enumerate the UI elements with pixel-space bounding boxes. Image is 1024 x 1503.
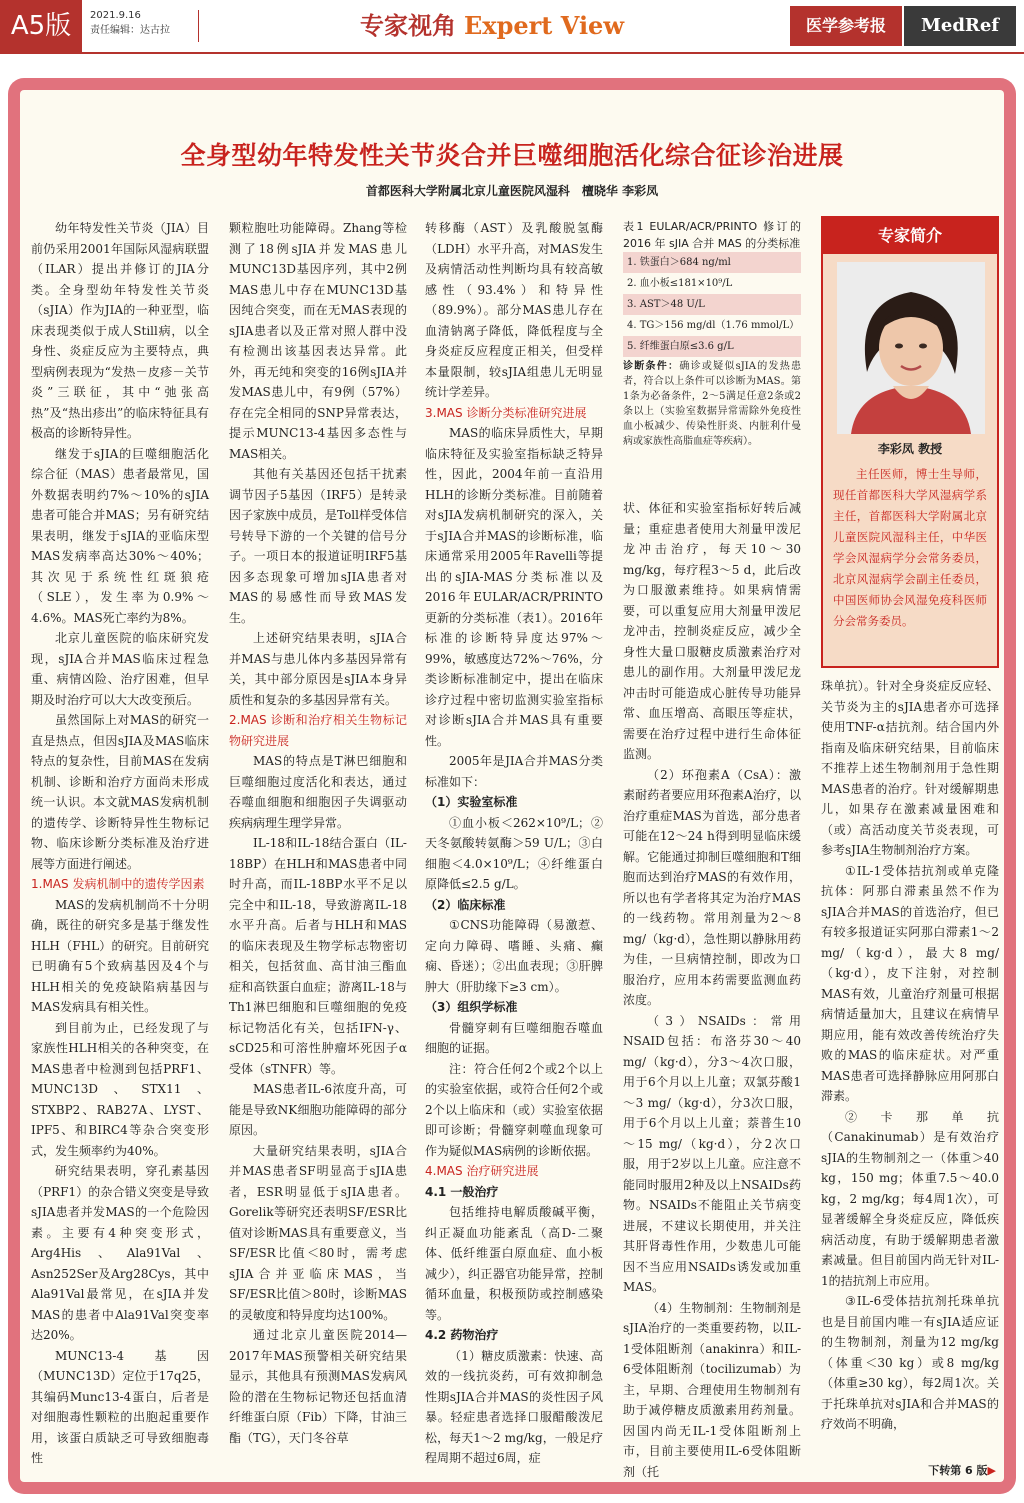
edition-badge: A5版 — [0, 0, 82, 52]
subheading-lab-criteria: （1）实验室标准 — [425, 795, 518, 809]
paragraph: 包括维持电解质酸碱平衡，纠正凝血功能紊乱（高D-二聚体、低纤维蛋白原血症、血小板减少），纠正器官功能异常，控制循环血量，积极预防或控制感染等。 — [425, 1205, 603, 1322]
section-title — [360, 6, 624, 41]
header-rule — [0, 52, 1024, 54]
table-row: 2. 血小板≤181×10⁹/L — [627, 278, 733, 289]
subheading-general-treatment: 4.1 一般治疗 — [425, 1184, 499, 1199]
table-row: 4. TG＞156 mg/dl（1.76 mmol/L） — [627, 320, 800, 331]
paragraph: 继发于sJIA的巨噬细胞活化综合征（MAS）患者最常见，国外数据表明约7%～10%的sJIA患者可能合并MAS；另有研究结果表明，继发于sJIA的亚临床型MAS发病率高达30%～40%；其次见于系统性红斑狼疮（SLE），发生率为0.9%～4.6%。MAS死亡率约为8%。 — [31, 446, 209, 625]
table-1 — [623, 218, 801, 449]
column-3 — [425, 218, 603, 1468]
table-row: 1. 铁蛋白＞684 ng/ml — [623, 252, 801, 273]
column-4 — [623, 218, 802, 1479]
header-divider — [198, 10, 199, 42]
paragraph: MAS的特点是T淋巴细胞和巨噬细胞过度活化和表达，通过吞噬血细胞和细胞因子失调驱动疾病病理生理学异常。 — [229, 754, 407, 830]
paragraph: IL-18和IL-18结合蛋白（IL-18BP）在HLH和MAS患者中同时升高，而IL-18BP水平不足以完全中和IL-18，导致游离IL-18水平升高。后者与HLH和MAS的临床表现及生物学标志物密切相关，包括贫血、高甘油三酯血症和高铁蛋白血症；游离IL-18与Th1淋巴细胞和巨噬细胞的免疫标记物活化有关，包括IFN-γ、sCD25和可溶性肿瘤坏死因子α受体（sTNFR）等。 — [229, 836, 407, 1076]
column-2 — [229, 218, 407, 1468]
paragraph: 骨髓穿刺有巨噬细胞吞噬血细胞的证据。 — [425, 1020, 603, 1055]
paragraph: 其他有关基因还包括干扰素调节因子5基因（IRF5）是转录因子家族中成员，是Toll样受体信号转导下游的一个关键的信号分子。一项日本的报道证明IRF5基因多态现象可增加sJIA患者对MAS的易感性而导致MAS发生。 — [229, 467, 407, 625]
table-row: 3. AST＞48 U/L — [623, 294, 801, 315]
paragraph: 到目前为止，已经发现了与家族性HLH相关的各种突变，在MAS患者中检测到包括PRF1、MUNC13D、STX11、STXBP2、RAB27A、LYST、IPF5、和BIRC4等杂合突变形式，发生频率约为40%。 — [31, 1020, 209, 1158]
paragraph: 通过北京儿童医院2014—2017年MAS预警相关研究结果显示，其他具有预测MAS发病风险的潜在生物标记物还包括血清纤维蛋白原（Fib）下降，甘油三酯（TG），天门冬谷草 — [229, 1328, 407, 1445]
subheading-histology-criteria: （3）组织学标准 — [425, 1000, 518, 1014]
play-arrow-icon: ▶ — [987, 1464, 996, 1477]
expert-bio: 主任医师，博士生导师，现任首都医科大学风湿病学系主任，首都医科大学附属北京儿童医院风湿科主任，中华医学会风湿病学分会常务委员，北京风湿病学会副主任委员，中国医师协会风湿免疫科医师分会常务委员。 — [833, 467, 987, 628]
table-note — [623, 359, 801, 449]
table-note-label: 诊断条件： — [623, 361, 680, 372]
continue-label: 下转第 6 版 — [928, 1464, 988, 1477]
section-heading-biomarkers: 2.MAS 诊断和治疗相关生物标记物研究进展 — [229, 713, 407, 748]
paragraph: MUNC13-4基因（MUNC13D）定位于17q25，其编码Munc13-4蛋白，后者是对细胞毒性颗粒的出胞起重要作用，该蛋白质缺乏可导致细胞毒性 — [31, 1348, 209, 1465]
publication-name-cn: 医学参考报 — [790, 6, 902, 46]
expert-photo — [837, 262, 985, 434]
paragraph: 幼年特发性关节炎（JIA）目前仍采用2001年国际风湿病联盟（ILAR）提出并修订的JIA分类。全身型幼年特发性关节炎（sJIA）作为JIA的一种亚型，临床表现类似于成人Still病，以全身性、炎症反应为主要特点，典型病例表现为“发热－皮疹－关节炎”三联征，其中“弛张高热”及“热出疹出”的临床特征具有极高的诊断特异性。 — [31, 221, 209, 440]
paragraph: 珠单抗）。针对全身炎症反应轻、关节炎为主的sJIA患者亦可选择使用TNF-α拮抗剂。结合国内外指南及临床研究结果，目前临床不推荐上述生物制剂用于急性期MAS患者的治疗。针对缓解期患儿，如果存在激素减量困难和（或）高活动度关节炎表现，可参考sJIA生物制剂治疗方案。 — [821, 679, 999, 857]
paragraph: ①CNS功能障碍（易激惹、定向力障碍、嗜睡、头痛、癫痫、昏迷）；②出血表现；③肝脾肿大（肝肋缘下≥3 cm）。 — [425, 918, 603, 994]
paragraph: ①IL-1受体拮抗剂或单克隆抗体：阿那白滞素虽然不作为sJIA合并MAS的首选治疗，但已有较多报道证实阿那白滞素1～2 mg/（kg·d），最大8 mg/（kg·d），皮下注射，对控制MAS有效，儿童治疗剂量可根据病情适量加大，且建议在病情早期应用，能有效改善传统治疗失败的MAS的临床症状。对严重MAS患者可选择静脉应用阿那白滞素。 — [821, 863, 999, 1103]
paragraph: MAS的发病机制尚不十分明确，既往的研究多是基于继发性HLH（FHL）的研究。目前研究已明确有5个致病基因及4个与HLH相关的免疫缺陷病基因与MAS发病具有相关性。 — [31, 897, 209, 1014]
article-byline: 首都医科大学附属北京儿童医院风湿科 檀晓华 李彩凤 — [365, 184, 659, 198]
page-header — [0, 0, 1024, 52]
paragraph: （1）糖皮质激素：快速、高效的一线抗炎药，可有效抑制急性期sJIA合并MAS的炎性因子风暴。轻症患者选择口服醋酸泼尼松，每天1～2 mg/kg，一般足疗程周期不超过6周，症 — [425, 1348, 603, 1465]
paragraph: 2005年是JIA合并MAS分类标准如下： — [425, 754, 603, 789]
paragraph: （4）生物制剂：生物制剂是sJIA治疗的一类重要药物，以IL-1受体阻断剂（anakinra）和IL-6受体阻断剂（tocilizumab）为主，早期、合理使用生物制剂有助于减停糖皮质激素用药剂量。因国内尚无IL-1受体阻断剂上市，目前主要使用IL-6受体阻断剂（托 — [623, 1300, 801, 1479]
paragraph: 虽然国际上对MAS的研究一直是热点，但因sJIA及MAS临床特点的复杂性，目前MAS在发病机制、诊断和治疗方面尚未形成统一认识。本文就MAS发病机制的遗传学、诊断特异性生物标记物、临床诊断分类标准及治疗进展等方面进行阐述。 — [31, 713, 209, 871]
paragraph-note: 注：符合任何2个或2个以上的实验室依据，或符合任何2个或2个以上临床和（或）实验室依据即可诊断；骨髓穿刺噬血现象可作为疑似MAS病例的诊断依据。 — [425, 1061, 603, 1158]
paragraph: 转移酶（AST）及乳酸脱氢酶（LDH）水平升高，对MAS发生及病情活动性判断均具有较高敏感性（93.4%）和特异性（89.9%）。部分MAS患儿存在血清钠离子降低，降低程度与全身炎症反应程度正相关，但受样本量限制，较sJIA组患儿无明显统计学差异。 — [425, 221, 603, 399]
paragraph: MAS患者IL-6浓度升高，可能是导致NK细胞功能障碍的部分原因。 — [229, 1082, 407, 1137]
section-title-en: Expert View — [464, 11, 624, 40]
column-5 — [821, 676, 999, 1436]
paragraph: ③IL-6受体拮抗剂托珠单抗也是目前国内唯一有sJIA适应证的生物制剂，剂量为12 mg/kg（体重＜30 kg）或8 mg/kg（体重≥30 kg），每2周1次。关于托珠单抗对sJIA和合并MAS的疗效尚不明确， — [821, 1294, 999, 1431]
section-heading-genetics: 1.MAS 发病机制中的遗传学因素 — [31, 877, 205, 891]
paragraph: 状、体征和实验室指标好转后减量；重症患者使用大剂量甲泼尼龙冲击治疗，每天10～30 mg/kg，每疗程3～5 d，此后改为口服激素维持。如果病情需要，可以重复应用大剂量甲泼尼龙冲击，控制炎症反应，减少全身性大量口服糖皮质激素治疗对患儿的副作用。大剂量甲泼尼龙冲击时可能造成心脏传导功能异常、血压增高、高眼压等症状，需要在治疗过程中进行生命体征监测。 — [623, 501, 801, 761]
subheading-clinical-criteria: （2）临床标准 — [425, 897, 506, 912]
paragraph: 上述研究结果表明，sJIA合并MAS与患儿体内多基因异常有关，其中部分原因是sJIA本身异质性和复杂的多基因异常有关。 — [229, 631, 407, 707]
subheading-drug-treatment: 4.2 药物治疗 — [425, 1328, 499, 1342]
article-title: 全身型幼年特发性关节炎合并巨噬细胞活化综合征诊治进展 — [180, 141, 844, 170]
paragraph: 研究结果表明，穿孔素基因（PRF1）的杂合错义突变是导致sJIA患者并发MAS的一个危险因素。主要有4种突变形式，Arg4His、Ala91Val、Asn252Ser及Arg28Cys，其中Ala91Val最常见，在sJIA并发MAS的患者中Ala91Val突变率达20%。 — [31, 1164, 209, 1342]
publication-name-en: MedRef — [904, 6, 1016, 46]
article-frame — [8, 78, 1016, 1494]
issue-meta — [90, 8, 170, 38]
table-note-text: 确诊或疑似sJIA的发热患者，符合以上条件可以诊断为MAS。第1条为必备条件，2～5满足任意2条或2条以上（实验室数据异常需除外免疫性血小板减少、传染性肝炎、内脏利什曼病或家族性高脂血症等疾病）。 — [623, 361, 802, 447]
portrait-image — [837, 262, 985, 434]
paragraph: ②卡那单抗（Canakinumab）是有效治疗sJIA的生物制剂之一（体重＞40 kg，150 mg；体重7.5～40.0 kg，2 mg/kg；每4周1次），可显著缓解全身炎症反应，降低疾病活动度，有助于缓解期患者激素减量。但目前国内尚无针对IL-1的拮抗剂上市应用。 — [821, 1109, 999, 1288]
article-paper — [20, 90, 1004, 1482]
section-heading-criteria: 3.MAS 诊断分类标准研究进展 — [425, 405, 587, 420]
responsible-editor: 责任编辑：达古拉 — [90, 25, 170, 36]
paragraph: （3）NSAIDs：常用NSAID包括：布洛芬30～40 mg/（kg·d），分3～4次口服，用于6个月以上儿童；双氯芬酸1～3 mg/（kg·d），分3次口服，用于6个月以上儿童；萘普生10～15 mg/（kg·d），分2次口服，用于2岁以上儿童。应注意不能同时服用2种及以上NSAIDs药物。NSAIDs不能阻止关节病变进展，不建议长期使用，并关注其肝肾毒性作用，少数患儿可能因不当应用NSAIDs诱发或加重MAS。 — [623, 1013, 801, 1294]
expert-heading: 专家简介 — [823, 218, 997, 254]
column-4-text — [623, 498, 801, 1482]
expert-profile-box — [821, 216, 999, 668]
paragraph: 大量研究结果表明，sJIA合并MAS患者SF明显高于sJIA患者，ESR明显低于sJIA患者。Gorelik等研究还表明SF/ESR比值对诊断MAS具有重要意义，当SF/ESR比值＜80时，需考虑sJIA合并亚临床MAS，当SF/ESR比值＞80时，诊断MAS的灵敏度和特异度均达100%。 — [229, 1143, 407, 1322]
paragraph: MAS的临床异质性大，早期临床特征及实验室指标缺乏特异性，因此，2004年前一直沿用HLH的诊断分类标准。目前随着对sJIA发病机制研究的深入，关于sJIA合并MAS的诊断标准，临床通常采用2005年Ravelli等提出的sJIA-MAS分类标准以及2016年EULAR/ACR/PRINTO更新的分类标准（表1）。2016年标准的诊断特异度达97%～99%，敏感度达72%～76%，分类诊断标准制定中，提出在临床诊疗过程中密切监测实验室指标对诊断sJIA合并MAS具有重要性。 — [425, 426, 603, 748]
issue-date: 2021.9.16 — [90, 10, 141, 21]
section-title-cn: 专家视角 — [360, 12, 456, 40]
paragraph: 颗粒胞吐功能障碍。Zhang等检测了18例sJIA并发MAS患儿MUNC13D基因序列，其中2例MAS患儿中存在MUNC13D基因纯合突变，而在无MAS表现的sJIA患者以及正常对照人群中没有检测出该基因表达异常。此外，再无纯和突变的16例sJIA并发MAS患儿中，有9例（57%）存在完全相同的SNP异常表达，提示MUNC13-4基因多态性与MAS相关。 — [229, 221, 407, 461]
table-row: 5. 纤维蛋白原≤3.6 g/L — [623, 336, 801, 357]
column-1 — [31, 218, 209, 1468]
paragraph: ①血小板＜262×10⁹/L；②天冬氨酸转氨酶＞59 U/L；③白细胞＜4.0×10⁹/L；④纤维蛋白原降低≤2.5 g/L。 — [425, 815, 603, 891]
table-title: 表1 EULAR/ACR/PRINTO 修订的 2016 年 sJIA 合并 MAS 的分类标准 — [623, 220, 801, 250]
paragraph: 北京儿童医院的临床研究发现，sJIA合并MAS临床过程急重、病情凶险、治疗困难，但早期及时治疗可以大大改变预后。 — [31, 631, 209, 707]
section-heading-treatment: 4.MAS 治疗研究进展 — [425, 1164, 539, 1178]
expert-name: 李彩凤 教授 — [877, 442, 943, 456]
continued-on-page[interactable] — [928, 1462, 996, 1478]
paragraph: （2）环孢素A（CsA）：激素耐药者要应用环孢素A治疗，以治疗重症MAS为首选，部分患者可能在12～24 h得到明显临床缓解。它能通过抑制巨噬细胞和T细胞而达到治疗MAS的有效作用，所以也有学者将其定为治疗MAS的一线药物。常用剂量为2～8 mg/（kg·d），急性期以静脉用药为佳，一旦病情控制，即改为口服治疗，应用本药需要监测血药浓度。 — [623, 767, 801, 1007]
